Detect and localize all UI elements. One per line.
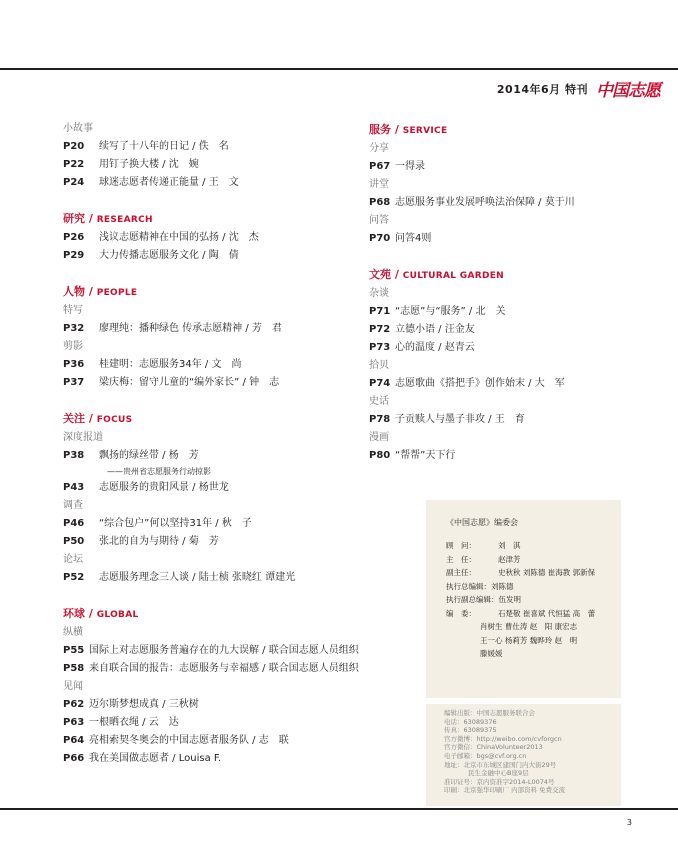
section-research (63, 209, 363, 265)
entry-page: P67 (369, 161, 391, 172)
subsection-label: 杂谈 (369, 288, 389, 299)
toc-entry[interactable] (369, 321, 669, 339)
entry-page: P55 (63, 645, 85, 656)
bottom-rule (0, 808, 678, 810)
subsection-label: 漫画 (369, 432, 389, 443)
entry-title: 国际上对志愿服务普遍存在的九大误解 / 联合国志愿人员组织 (89, 645, 359, 656)
board-row: 副主任： 史秋秋 刘陈德 崔海教 郭新保 (446, 568, 596, 577)
board-row-continued: 滕媛媛 (480, 649, 503, 658)
page-number: 3 (626, 818, 632, 827)
entry-page: P38 (63, 450, 85, 461)
entry-title: 浅议志愿精神在中国的弘扬 / 沈 杰 (99, 232, 259, 243)
entry-title: 廖理纯：播种绿色 传承志愿精神 / 芳 君 (99, 323, 282, 334)
subsection-label: 深度报道 (63, 432, 103, 443)
board-row: 主 任： 赵津芳 (446, 554, 521, 564)
toc-entry[interactable] (63, 174, 363, 192)
subsection-label: 纵横 (63, 627, 83, 638)
entry-title: 球迷志愿者传递正能量 / 王 文 (99, 177, 239, 188)
section-title: 关注 / FOCUS (63, 412, 133, 425)
section-focus (63, 409, 363, 587)
toc-entry[interactable] (63, 479, 363, 497)
board-title: 《中国志愿》编委会 (446, 518, 518, 527)
contact-line: 电话：63089376 (444, 717, 497, 726)
section-title: 环球 / GLOBAL (63, 607, 139, 620)
contact-line: 电子邮箱：bgs@cvf.org.cn (444, 751, 527, 760)
toc-entry[interactable] (63, 732, 363, 750)
entry-page: P52 (63, 572, 85, 583)
entry-title: 志愿服务事业发展呼唤法治保障 / 莫于川 (395, 197, 575, 208)
board-row: 编 委： 石楚敬 崔喜斌 代恒猛 高 蕾 (446, 608, 596, 618)
subsection-label: 史话 (369, 396, 389, 407)
entry-title: 亮相索契冬奥会的中国志愿者服务队 / 志 联 (89, 735, 289, 746)
board-row-continued: 王一心 杨莉芳 魏晔玲 赵 明 (480, 635, 578, 645)
subsection-label: 讲堂 (369, 179, 389, 190)
entry-page: P24 (63, 177, 85, 188)
entry-page: P36 (63, 359, 85, 370)
toc-entry[interactable] (63, 642, 363, 660)
entry-title: 子贡赎人与墨子非攻 / 王 育 (395, 414, 525, 425)
entry-page: P20 (63, 141, 85, 152)
top-rule (0, 68, 678, 70)
entry-page: P73 (369, 342, 391, 353)
subsection-label: 调查 (63, 500, 83, 511)
entry-page: P80 (369, 450, 391, 461)
toc-entry[interactable] (63, 569, 363, 587)
contact-line: 编辑出版：中国志愿服务联合会 (444, 709, 535, 717)
entry-title: 问答4则 (395, 233, 432, 244)
section-service (369, 120, 669, 248)
magazine-logo: 中国志愿 (596, 81, 660, 101)
toc-entry[interactable] (369, 194, 669, 212)
entry-page: P32 (63, 323, 85, 334)
section-global (63, 604, 363, 768)
toc-entry[interactable] (63, 247, 363, 265)
section-stories (63, 120, 363, 192)
entry-page: P50 (63, 536, 85, 547)
entry-title: 梁庆梅：留守儿童的“编外家长” / 钟 志 (99, 377, 280, 388)
contact-line: 准印证号：京内资准字2014-L0074号 (444, 777, 555, 786)
toc-entry[interactable] (63, 356, 363, 374)
board-row-continued: 肖树生 曹仕涛 赵 阳 康宏志 (480, 622, 578, 631)
toc-right-column (369, 120, 669, 465)
entry-page: P63 (63, 717, 85, 728)
toc-entry[interactable] (63, 138, 363, 156)
entry-title: 志愿服务的贵阳风景 / 杨世龙 (99, 482, 229, 493)
entry-page: P64 (63, 735, 85, 746)
entry-title: 立德小语 / 汪金友 (395, 324, 475, 335)
entry-page: P37 (63, 377, 85, 388)
toc-entry[interactable] (369, 411, 669, 429)
subsection-label: 剪影 (63, 341, 83, 352)
board-row: 顾 问： 刘 淇 (446, 541, 521, 550)
subsection-label: 论坛 (63, 554, 83, 565)
toc-entry[interactable] (63, 447, 363, 465)
entry-title: 桂建明：志愿服务34年 / 文 尚 (99, 359, 242, 370)
section-title: 文苑 / CULTURAL GARDEN (369, 268, 504, 281)
toc-entry[interactable] (63, 229, 363, 247)
entry-title: 张北的自为与期待 / 菊 芳 (99, 536, 219, 547)
contact-line: 官方微信：ChinaVolunteer2013 (444, 743, 543, 752)
entry-title: 我在美国做志愿者 / Louisa F. (89, 753, 222, 764)
section-people (63, 282, 363, 392)
entry-page: P62 (63, 699, 85, 710)
section-title: 人物 / PEOPLE (63, 285, 138, 298)
board-row: 执行副总编辑： 伍发明 (446, 595, 521, 604)
subsection-label: 拾贝 (369, 360, 389, 371)
subsection-label: 问答 (369, 215, 389, 226)
entry-title: 迈尔斯梦想成真 / 三秋树 (89, 699, 199, 710)
toc-entry[interactable] (63, 515, 363, 533)
entry-title: 心的温度 / 赵青云 (395, 342, 475, 353)
toc-entry[interactable] (63, 374, 363, 392)
toc-left-column (63, 120, 363, 768)
subsection-label: 特写 (63, 305, 83, 316)
entry-page: P26 (63, 232, 85, 243)
entry-page: P68 (369, 197, 391, 208)
section-title: 服务 / SERVICE (369, 123, 448, 136)
entry-title: “志愿”与“服务” / 北 关 (395, 306, 506, 317)
entry-title: 一根晒衣绳 / 云 达 (89, 717, 179, 728)
toc-entry[interactable] (63, 320, 363, 338)
contact-line: 地址：北京市东城区建国门内大街29号 (444, 760, 557, 769)
subsection-label: 小故事 (63, 123, 93, 134)
header (497, 76, 660, 101)
section-title: 研究 / RESEARCH (63, 212, 153, 225)
subsection-label: 分享 (369, 143, 389, 154)
entry-title: “综合包户”何以坚持31年 / 秋 子 (99, 518, 252, 529)
entry-title: 一得录 (395, 161, 425, 172)
entry-page: P78 (369, 414, 391, 425)
contact-line: 传真：63089375 (444, 726, 497, 735)
contact-line: 民生金融中心B座9层 (468, 769, 529, 778)
contact-line: 官方微博：http://weibo.com/cvforgcn (444, 734, 562, 743)
entry-title: 来自联合国的报告：志愿服务与幸福感 / 联合国志愿人员组织 (89, 663, 359, 674)
entry-page: P71 (369, 306, 391, 317)
issue-label: 2014年6月 特刊 (496, 82, 588, 96)
section-cultural-garden (369, 265, 669, 465)
toc-entry[interactable] (369, 303, 669, 321)
entry-page: P58 (63, 663, 85, 674)
entry-page: P29 (63, 250, 85, 261)
entry-page: P72 (369, 324, 391, 335)
toc-entry[interactable] (63, 696, 363, 714)
toc-entry[interactable] (369, 230, 669, 248)
toc-entry[interactable] (63, 533, 363, 551)
toc-entry[interactable] (63, 714, 363, 732)
toc-entry[interactable] (369, 158, 669, 176)
toc-entry[interactable] (369, 375, 669, 393)
entry-page: P46 (63, 518, 85, 529)
editorial-board-box (426, 500, 621, 698)
entry-page: P70 (369, 233, 391, 244)
toc-entry[interactable] (63, 156, 363, 174)
entry-page: P66 (63, 753, 85, 764)
toc-entry[interactable] (369, 447, 669, 465)
subsection-label: 见闻 (63, 681, 83, 692)
entry-page: P43 (63, 482, 85, 493)
entry-title: 飘扬的绿丝带 / 杨 芳 (99, 450, 199, 461)
entry-title: 续写了十八年的日记 / 佚 名 (99, 141, 229, 152)
entry-title: 用钉子换大楼 / 沈 婉 (99, 159, 199, 170)
entry-title: 大力传播志愿服务文化 / 陶 倩 (99, 250, 239, 261)
toc-entry[interactable] (369, 339, 669, 357)
entry-subtitle: ——贵州省志愿服务行动掠影 (107, 467, 211, 476)
entry-title: “帮帮”天下行 (395, 450, 456, 461)
entry-page: P74 (369, 378, 391, 389)
contact-line: 印刷：北京强华印刷厂 内部资料 免费交流 (444, 786, 566, 795)
entry-page: P22 (63, 159, 85, 170)
publisher-contact-box (426, 704, 621, 806)
board-row: 执行总编辑： 刘陈德 (446, 581, 514, 591)
entry-title: 志愿服务理念三人谈 / 陆士桢 张晓红 谭建光 (99, 572, 296, 583)
toc-entry[interactable] (63, 750, 363, 768)
toc-entry[interactable] (63, 660, 363, 678)
entry-title: 志愿歌曲《搭把手》创作始末 / 大 军 (395, 378, 565, 389)
